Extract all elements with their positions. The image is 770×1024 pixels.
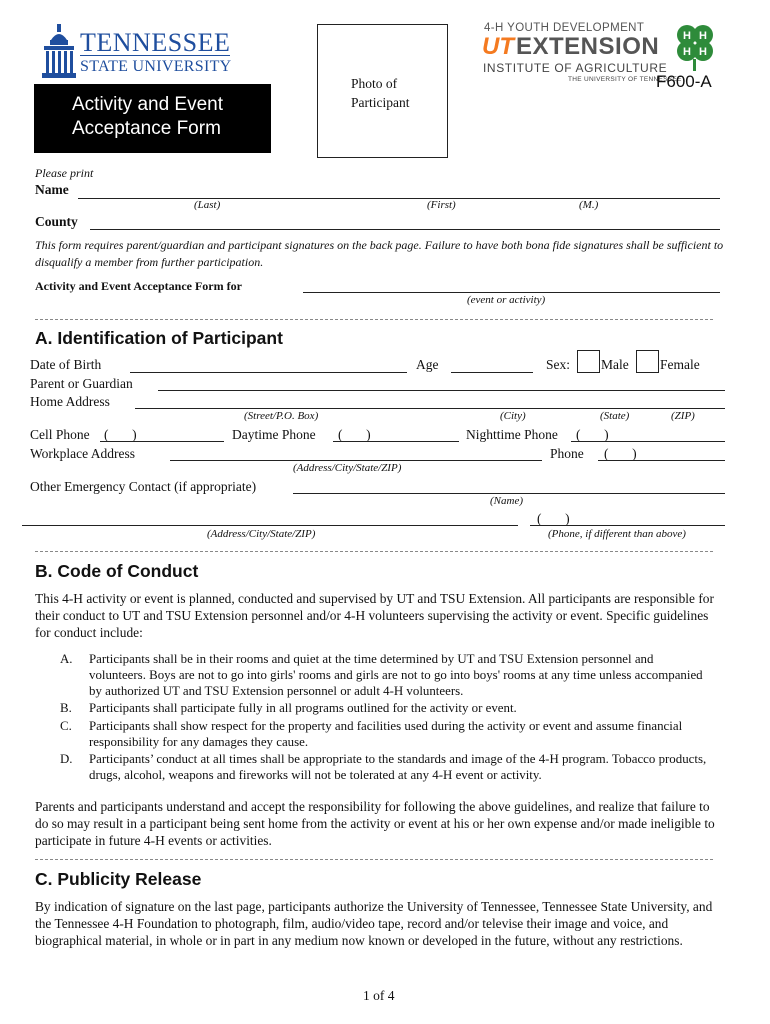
street-hint: (Street/P.O. Box) xyxy=(244,410,319,422)
daytime-phone-label: Daytime Phone xyxy=(232,427,316,442)
cell-paren: ( ) xyxy=(104,427,137,442)
state-hint: (State) xyxy=(600,410,630,422)
cell-phone-field[interactable] xyxy=(100,441,224,442)
cell-phone-label: Cell Phone xyxy=(30,427,90,442)
page-number: 1 of 4 xyxy=(363,988,395,1003)
tsu-divider xyxy=(80,55,230,56)
parent-label: Parent or Guardian xyxy=(30,376,133,391)
workplace-address-hint: (Address/City/State/ZIP) xyxy=(293,462,402,474)
name-mi-hint: (M.) xyxy=(579,199,599,211)
nighttime-phone-label: Nighttime Phone xyxy=(466,427,558,442)
signature-warning: This form requires parent/guardian and participant signatures on the back page. Failure to have both bona fide signatures shall be sufficient to disqualify a member from further participation. xyxy=(35,238,724,269)
photo-label-line1: Photo of xyxy=(351,76,398,91)
age-label: Age xyxy=(416,357,439,372)
conduct-item-letter: C. xyxy=(60,719,72,733)
other-contact-phone-field[interactable] xyxy=(530,525,725,526)
conduct-item-letter: D. xyxy=(60,752,73,766)
name-field[interactable] xyxy=(78,198,720,199)
conduct-item xyxy=(35,718,705,752)
daytime-paren: ( ) xyxy=(338,427,371,442)
photo-box[interactable] xyxy=(317,24,448,158)
form-code: F600-A xyxy=(656,72,712,91)
tsu-name-line1: TENNESSEE xyxy=(80,28,231,57)
county-field[interactable] xyxy=(90,229,720,230)
svg-text:H: H xyxy=(683,46,691,58)
photo-label-line2: Participant xyxy=(351,95,410,110)
form-title-line2: Acceptance Form xyxy=(72,118,221,139)
acceptance-for-label: Activity and Event Acceptance Form for xyxy=(35,279,242,293)
nighttime-phone-field[interactable] xyxy=(571,441,725,442)
ut-top-line: 4-H YOUTH DEVELOPMENT xyxy=(484,22,645,34)
conduct-intro: This 4-H activity or event is planned, conducted and supervised by UT and TSU Extension. All participants are responsible for their conduct to UT and TSU Extension personnel and/or 4-H volunteers supervising the activity or event. Specific guidelines for conduct include: xyxy=(35,591,714,640)
divider-1 xyxy=(35,319,713,320)
conduct-item-letter: A. xyxy=(60,652,73,666)
event-hint: (event or activity) xyxy=(467,294,546,306)
svg-text:H: H xyxy=(683,30,691,42)
conduct-item xyxy=(35,700,705,717)
zip-hint: (ZIP) xyxy=(671,410,695,422)
section-c-title: C. Publicity Release xyxy=(35,869,202,889)
conduct-item-text: Participants shall be in their rooms and quiet at the time determined by UT and TSU Extension personnel and volunteers. Boys are not to go into girls' rooms and girls are not to go into boys' rooms at any time unless accompanied by authorized UT and TSU Extension personnel or adult 4-H volunteers. xyxy=(89,652,703,699)
conduct-item-letter: B. xyxy=(60,701,72,715)
other-contact-paren: ( ) xyxy=(537,511,570,526)
divider-2 xyxy=(35,551,713,552)
conduct-item xyxy=(35,651,705,701)
male-label: Male xyxy=(601,357,629,372)
other-contact-name-field[interactable] xyxy=(293,493,725,494)
female-checkbox[interactable] xyxy=(636,350,659,373)
name-first-hint: (First) xyxy=(427,199,456,211)
workplace-field[interactable] xyxy=(170,460,542,461)
tsu-building-icon xyxy=(42,24,76,78)
dob-field[interactable] xyxy=(130,372,407,373)
dob-label: Date of Birth xyxy=(30,357,102,372)
ut-university: THE UNIVERSITY OF TENNESSEE xyxy=(568,76,682,83)
female-label: Female xyxy=(660,357,700,372)
other-contact-name-hint: (Name) xyxy=(490,495,523,507)
section-b-title: B. Code of Conduct xyxy=(35,561,199,581)
home-address-label: Home Address xyxy=(30,394,110,409)
tsu-name-line2: STATE UNIVERSITY xyxy=(80,58,232,75)
form-title-box xyxy=(34,84,271,153)
form-title-line1: Activity and Event xyxy=(72,94,224,115)
other-contact-address-hint: (Address/City/State/ZIP) xyxy=(207,528,316,540)
ut-extension-word: EXTENSION xyxy=(516,33,660,60)
daytime-phone-field[interactable] xyxy=(333,441,459,442)
please-print: Please print xyxy=(35,166,94,180)
conduct-item-text: Participants shall participate fully in all programs outlined for the activity or event. xyxy=(89,701,517,715)
sex-label: Sex: xyxy=(546,357,571,372)
conduct-item xyxy=(35,751,705,785)
ut-institute: INSTITUTE OF AGRICULTURE xyxy=(483,61,668,75)
publicity-release-text: By indication of signature on the last page, participants authorize the University of Tennessee, Tennessee State University, and the Tennessee 4-H Foundation to photograph, film, audio/video tape, record and/or televise their image and voice, and biographical material, in whole or in part in any medium now known or developed in the future, without any restrictions. xyxy=(35,899,713,948)
workplace-paren: ( ) xyxy=(604,446,637,461)
section-a-title: A. Identification of Participant xyxy=(35,328,283,348)
conduct-item-text: Participants’ conduct at all times shall be appropriate to the standards and image of the 4-H program. Tobacco products, drugs, alcohol, weapons and fireworks will not be tolerated at any 4-H event or activity. xyxy=(89,752,707,783)
home-address-field[interactable] xyxy=(135,408,725,409)
other-contact-phone-hint: (Phone, if different than above) xyxy=(548,528,686,540)
nighttime-paren: ( ) xyxy=(576,427,609,442)
divider-3 xyxy=(35,859,713,860)
svg-text:H: H xyxy=(699,46,707,58)
workplace-label: Workplace Address xyxy=(30,446,136,461)
county-label: County xyxy=(35,214,78,229)
other-contact-label: Other Emergency Contact (if appropriate) xyxy=(30,479,257,494)
workplace-phone-field[interactable] xyxy=(598,460,725,461)
four-h-clover-icon xyxy=(672,22,718,72)
conduct-item-text: Participants shall show respect for the property and facilities used during the activity or event and assume financial responsibility for any damages they cause. xyxy=(89,719,683,750)
event-field[interactable] xyxy=(303,292,720,293)
ut-mark: UT xyxy=(482,33,514,60)
other-contact-address-field[interactable] xyxy=(22,525,518,526)
name-label: Name xyxy=(35,182,69,197)
tsu-logo xyxy=(42,24,232,80)
name-last-hint: (Last) xyxy=(194,199,221,211)
svg-text:H: H xyxy=(699,30,707,42)
parent-field[interactable] xyxy=(158,390,725,391)
workplace-phone-label: Phone xyxy=(550,446,584,461)
male-checkbox[interactable] xyxy=(577,350,600,373)
conduct-closing: Parents and participants understand and accept the responsibility for following the above guidelines, and realize that failure to do so may result in a participant being sent home from the activity or event at his or her own expense and/or made ineligible to participate in future 4-H events or activities. xyxy=(35,799,715,848)
city-hint: (City) xyxy=(500,410,526,422)
age-field[interactable] xyxy=(451,372,533,373)
